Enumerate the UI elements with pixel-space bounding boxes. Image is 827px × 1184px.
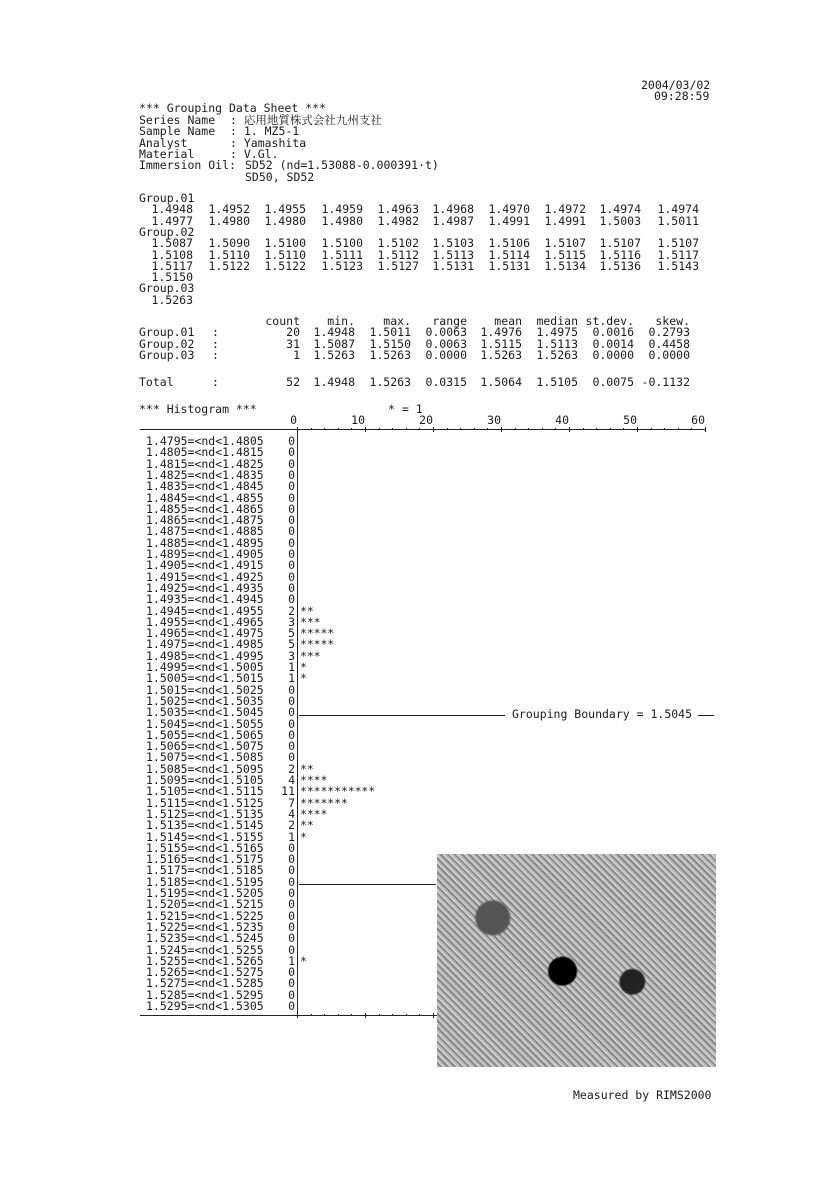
group-value: 1.4980: [321, 213, 363, 228]
histogram-title: *** Histogram ***: [139, 402, 257, 416]
histogram-bin-count: 0: [288, 569, 295, 584]
histogram-bin-label: 1.5195=<nd<1.5205: [146, 886, 264, 900]
report-date: 2004/03/02: [641, 78, 711, 92]
header-label: Sample Name: [139, 124, 216, 139]
stats-row-sep: :: [212, 325, 219, 340]
group-value: 1.5122: [208, 258, 250, 273]
axis-tick: [651, 428, 652, 430]
histogram-bin-count: 3: [288, 648, 295, 663]
histogram-bin-label: 1.5245=<nd<1.5255: [146, 942, 264, 957]
histogram-bin-label: 1.5275=<nd<1.5285: [146, 976, 264, 991]
histogram-bin-label: 1.4855=<nd<1.4865: [146, 501, 264, 516]
axis-tick: [542, 428, 543, 430]
axis-tick: [338, 428, 339, 430]
axis-tick: [419, 1014, 420, 1016]
axis-tick: [664, 428, 665, 430]
histogram-bin-label: 1.5075=<nd<1.5085: [146, 750, 264, 765]
header-value: : V.Gl.: [230, 146, 279, 161]
histogram-footer: Measured by RIMS2000: [573, 1088, 712, 1102]
histogram-bin-label: 1.5035=<nd<1.5045: [146, 705, 264, 720]
histogram-bin-count: 0: [288, 535, 295, 550]
axis-tick: [555, 428, 556, 430]
stats-header: st.dev.: [585, 314, 634, 328]
stats-cell: 1.5087: [313, 336, 355, 351]
stats-cell: 52: [286, 375, 300, 389]
stats-cell: -0.1132: [641, 375, 690, 389]
axis-tick: [487, 428, 488, 430]
axis-tick: [419, 428, 420, 430]
group-value: 1.5090: [208, 236, 250, 251]
histogram-zero-line: [297, 429, 298, 1015]
stats-cell: 1.5263: [536, 347, 578, 362]
group-value: 1.4987: [432, 213, 474, 228]
histogram-bin-label: 1.4945=<nd<1.4955: [146, 603, 264, 618]
header-value: SD52 (nd=1.53088-0.000391·t): [245, 158, 439, 173]
histogram-bin-label: 1.5115=<nd<1.5125: [146, 795, 264, 810]
stats-cell: 1.5263: [313, 347, 355, 362]
axis-tick: [433, 1013, 434, 1018]
histogram-bin-count: 11: [281, 784, 295, 799]
report-time: 09:28:59: [654, 89, 710, 103]
histogram-bin-count: 0: [288, 965, 295, 980]
group-value: 1.5115: [544, 247, 586, 262]
grouping-boundary-label: Grouping Boundary = 1.5045: [512, 706, 693, 721]
group-value: 1.5136: [599, 258, 641, 273]
histogram-bin-count: 0: [288, 501, 295, 516]
stats-cell: 1.5011: [369, 325, 411, 340]
group-value: 1.5003: [599, 213, 641, 228]
histogram-scale-note: * = 1: [388, 402, 423, 416]
histogram-bin-count: 5: [288, 626, 295, 641]
histogram-bin-count: 0: [288, 874, 295, 889]
group-label: Group.02: [139, 224, 195, 239]
histogram-bin-label: 1.5295=<nd<1.5305: [146, 999, 264, 1013]
histogram-bin-label: 1.5215=<nd<1.5225: [146, 908, 264, 923]
stats-cell: 20: [286, 325, 300, 340]
axis-tick-label: 60: [691, 413, 705, 427]
stats-cell: 0.0315: [425, 375, 467, 389]
histogram-bin-count: 0: [288, 490, 295, 505]
histogram-bin-label: 1.4905=<nd<1.4915: [146, 558, 264, 573]
group-value: 1.5112: [377, 247, 419, 262]
group-value: 1.4968: [432, 202, 474, 217]
histogram-bin-label: 1.4935=<nd<1.4945: [146, 592, 264, 607]
stats-cell: 0.4458: [648, 336, 690, 351]
histogram-bar: *****: [300, 637, 335, 652]
histogram-bar: *: [300, 953, 307, 968]
group-value: 1.4959: [321, 202, 363, 217]
group-value: 1.5131: [488, 258, 530, 273]
histogram-bar: **: [300, 761, 314, 776]
histogram-bin-count: 1: [288, 953, 295, 968]
axis-tick: [351, 1014, 352, 1016]
histogram-bin-count: 0: [288, 919, 295, 934]
axis-tick: [406, 1014, 407, 1016]
grouping-boundary-line-tail: [698, 715, 714, 716]
histogram-bin-count: 3: [288, 614, 295, 629]
stats-cell: 1.5113: [536, 336, 578, 351]
axis-tick: [474, 428, 475, 430]
stats-cell: 1.5263: [369, 347, 411, 362]
axis-tick: [297, 427, 298, 432]
axis-tick: [379, 428, 380, 430]
group-value: 1.5263: [151, 292, 193, 307]
histogram-bin-label: 1.5005=<nd<1.5015: [146, 671, 264, 686]
histogram-bin-label: 1.4965=<nd<1.4975: [146, 626, 264, 641]
histogram-bin-count: 4: [288, 773, 295, 787]
histogram-bin-count: 0: [288, 479, 295, 494]
stats-cell: 0.0063: [425, 336, 467, 351]
stats-cell: 1.4948: [313, 375, 355, 389]
axis-tick: [324, 428, 325, 430]
histogram-bin-label: 1.5095=<nd<1.5105: [146, 773, 264, 787]
stats-header: range: [432, 314, 467, 328]
histogram-bin-label: 1.4895=<nd<1.4905: [146, 547, 264, 561]
histogram-bin-count: 0: [288, 580, 295, 595]
histogram-bin-label: 1.4955=<nd<1.4965: [146, 614, 264, 629]
stats-row-sep: :: [212, 375, 219, 389]
histogram-bin-label: 1.5255=<nd<1.5265: [146, 953, 264, 968]
histogram-bin-label: 1.5145=<nd<1.5155: [146, 829, 264, 844]
stats-cell: 0.0000: [425, 347, 467, 362]
histogram-bin-count: 0: [288, 908, 295, 923]
stats-cell: 0.0000: [648, 347, 690, 362]
axis-tick: [515, 428, 516, 430]
group-value: 1.5134: [544, 258, 586, 273]
histogram-bar: ****: [300, 806, 328, 821]
stats-cell: 1.5105: [536, 375, 578, 389]
header-label: Series Name: [139, 113, 216, 127]
histogram-bin-label: 1.5155=<nd<1.5165: [146, 840, 264, 855]
histogram-bin-label: 1.4995=<nd<1.5005: [146, 660, 264, 674]
axis-tick-label: 50: [623, 413, 637, 427]
axis-tick-label: 10: [351, 413, 365, 427]
histogram-bin-count: 0: [288, 513, 295, 528]
histogram-bar: ***: [300, 648, 321, 663]
histogram-bin-label: 1.5085=<nd<1.5095: [146, 761, 264, 776]
histogram-bin-count: 0: [288, 999, 295, 1013]
header-label: Analyst: [139, 135, 188, 150]
group-value: 1.5131: [432, 258, 474, 273]
histogram-bin-count: 0: [288, 750, 295, 765]
header-value: : 応用地質株式会社九州支社: [230, 113, 382, 127]
group-value: 1.5100: [264, 236, 306, 251]
group-value: 1.5011: [657, 213, 699, 228]
stats-cell: 1.5150: [369, 336, 411, 351]
histogram-bin-count: 0: [288, 840, 295, 855]
histogram-bar: **: [300, 818, 314, 833]
histogram-bar: ****: [300, 773, 328, 787]
group-value: 1.4991: [488, 213, 530, 228]
histogram-bar: **: [300, 603, 314, 618]
group-value: 1.5106: [488, 236, 530, 251]
axis-tick: [691, 428, 692, 430]
group-value: 1.5111: [321, 247, 363, 262]
stats-header: max.: [383, 314, 411, 328]
group-value: 1.5100: [321, 236, 363, 251]
histogram-bin-label: 1.4815=<nd<1.4825: [146, 456, 264, 471]
header-label: Immersion Oil:: [139, 158, 236, 173]
stats-row-label: Group.01: [139, 325, 195, 340]
stats-cell: 1.4976: [480, 325, 522, 340]
histogram-bin-count: 5: [288, 637, 295, 652]
stats-cell: 0.0014: [592, 336, 634, 351]
histogram-bin-count: 0: [288, 467, 295, 482]
axis-tick: [392, 428, 393, 430]
stats-header: min.: [327, 314, 355, 328]
group-value: 1.5127: [377, 258, 419, 273]
axis-tick: [379, 1014, 380, 1016]
axis-tick: [623, 428, 624, 430]
histogram-bin-count: 0: [288, 852, 295, 867]
axis-tick: [324, 1014, 325, 1016]
stats-cell: 0.0075: [592, 375, 634, 389]
histogram-bin-label: 1.5205=<nd<1.5215: [146, 897, 264, 912]
histogram-bin-count: 0: [288, 524, 295, 539]
group-value: 1.4980: [208, 213, 250, 228]
axis-tick: [365, 1013, 366, 1018]
histogram-bar: *: [300, 671, 307, 686]
group-value: 1.4980: [264, 213, 306, 228]
group-value: 1.5117: [151, 258, 193, 273]
histogram-bin-count: 0: [288, 931, 295, 946]
axis-tick: [406, 428, 407, 430]
histogram-bin-label: 1.5235=<nd<1.5245: [146, 931, 264, 946]
group-value: 1.4955: [264, 202, 306, 217]
axis-tick: [678, 428, 679, 430]
stats-cell: 1.4948: [313, 325, 355, 340]
histogram-bin-count: 0: [288, 886, 295, 900]
histogram-bin-label: 1.4795=<nd<1.4805: [146, 434, 264, 448]
histogram-bin-label: 1.4825=<nd<1.4835: [146, 467, 264, 482]
axis-tick-label: 20: [419, 413, 433, 427]
stats-cell: 1.5263: [480, 347, 522, 362]
histogram-bin-label: 1.5025=<nd<1.5035: [146, 693, 264, 708]
stats-header: median: [536, 314, 578, 328]
histogram-bin-label: 1.4865=<nd<1.4875: [146, 513, 264, 528]
histogram-bin-count: 0: [288, 445, 295, 460]
stats-cell: 0.0063: [425, 325, 467, 340]
histogram-bin-label: 1.5175=<nd<1.5185: [146, 863, 264, 878]
group-value: 1.4952: [208, 202, 250, 217]
histogram-bin-label: 1.5055=<nd<1.5065: [146, 727, 264, 742]
group-value: 1.4970: [488, 202, 530, 217]
group-value: 1.4974: [599, 202, 641, 217]
group-value: 1.5150: [151, 270, 193, 285]
axis-tick-label: 30: [487, 413, 501, 427]
axis-tick: [705, 427, 706, 432]
histogram-bin-count: 1: [288, 829, 295, 844]
stats-cell: 1.4975: [536, 325, 578, 340]
histogram-bin-label: 1.5285=<nd<1.5295: [146, 987, 264, 1002]
group-value: 1.4974: [657, 202, 699, 217]
histogram-bin-count: 0: [288, 547, 295, 561]
group-value: 1.5107: [544, 236, 586, 251]
axis-tick: [338, 1014, 339, 1016]
axis-tick: [460, 428, 461, 430]
group-value: 1.5108: [151, 247, 193, 262]
stats-cell: 0.2793: [648, 325, 690, 340]
histogram-bin-label: 1.5045=<nd<1.5055: [146, 716, 264, 731]
header-value: : 1. MZ5-1: [230, 124, 300, 139]
histogram-bin-label: 1.5185=<nd<1.5195: [146, 874, 264, 889]
axis-tick: [610, 428, 611, 430]
group-value: 1.5143: [657, 258, 699, 273]
histogram-bin-label: 1.5165=<nd<1.5175: [146, 852, 264, 867]
stats-cell: 1.5263: [369, 375, 411, 389]
axis-tick: [392, 1014, 393, 1016]
histogram-bin-count: 0: [288, 976, 295, 991]
stats-row-label: Group.02: [139, 336, 195, 351]
group-value: 1.5087: [151, 236, 193, 251]
group-label: Group.01: [139, 191, 195, 205]
group-value: 1.5102: [377, 236, 419, 251]
group-value: 1.5117: [657, 247, 699, 262]
stats-cell: 1.5064: [480, 375, 522, 389]
histogram-bin-count: 0: [288, 434, 295, 448]
stats-header: skew.: [655, 314, 690, 328]
histogram-bin-count: 2: [288, 603, 295, 618]
group-value: 1.5103: [432, 236, 474, 251]
group-value: 1.4991: [544, 213, 586, 228]
histogram-bin-count: 2: [288, 761, 295, 776]
histogram-bin-count: 0: [288, 727, 295, 742]
axis-tick: [583, 428, 584, 430]
histogram-bin-count: 1: [288, 660, 295, 674]
axis-tick: [365, 427, 366, 432]
group-value: 1.4948: [151, 202, 193, 217]
stats-row-sep: :: [212, 336, 219, 351]
header-value: SD50, SD52: [245, 169, 315, 184]
group-value: 1.5114: [488, 247, 530, 262]
group-value: 1.5107: [599, 236, 641, 251]
grouping-boundary-line: [299, 715, 505, 716]
histogram-bin-label: 1.4875=<nd<1.4885: [146, 524, 264, 539]
histogram-bin-count: 4: [288, 806, 295, 821]
histogram-bin-label: 1.5135=<nd<1.5145: [146, 818, 264, 833]
stats-row-label: Total: [139, 375, 174, 389]
group-value: 1.4963: [377, 202, 419, 217]
histogram-bin-label: 1.5125=<nd<1.5135: [146, 806, 264, 821]
histogram-bin-count: 0: [288, 592, 295, 607]
axis-tick: [447, 428, 448, 430]
group-value: 1.4982: [377, 213, 419, 228]
histogram-bin-count: 0: [288, 558, 295, 573]
group-label: Group.03: [139, 281, 195, 296]
group-value: 1.5123: [321, 258, 363, 273]
group-value: 1.5110: [208, 247, 250, 262]
axis-tick: [501, 427, 502, 432]
histogram-bin-count: 0: [288, 863, 295, 878]
group-value: 1.4977: [151, 213, 193, 228]
grouping-boundary-line: [299, 884, 436, 885]
microscope-photo: [437, 854, 716, 1067]
group-value: 1.4972: [544, 202, 586, 217]
group-value: 1.5122: [264, 258, 306, 273]
histogram-bin-count: 0: [288, 987, 295, 1002]
histogram-bin-count: 0: [288, 705, 295, 720]
histogram-bar: *: [300, 829, 307, 844]
stats-cell: 0.0000: [592, 347, 634, 362]
stats-row-label: Group.03: [139, 347, 195, 362]
histogram-bin-label: 1.4835=<nd<1.4845: [146, 479, 264, 494]
histogram-bin-label: 1.4925=<nd<1.4935: [146, 580, 264, 595]
stats-cell: 0.0016: [592, 325, 634, 340]
histogram-bin-label: 1.4845=<nd<1.4855: [146, 490, 264, 505]
stats-row-sep: :: [212, 347, 219, 362]
axis-tick: [433, 427, 434, 432]
axis-tick-label: 0: [290, 413, 297, 427]
stats-cell: 1.5115: [480, 336, 522, 351]
group-value: 1.5110: [264, 247, 306, 262]
axis-tick: [311, 428, 312, 430]
axis-tick: [311, 1014, 312, 1016]
histogram-bin-count: 0: [288, 682, 295, 697]
histogram-bin-count: 0: [288, 693, 295, 708]
axis-tick: [637, 427, 638, 432]
histogram-bin-count: 7: [288, 795, 295, 810]
histogram-bin-label: 1.4885=<nd<1.4895: [146, 535, 264, 550]
histogram-bar: *****: [300, 626, 335, 641]
group-value: 1.5113: [432, 247, 474, 262]
histogram-bar: *******: [300, 795, 348, 810]
axis-tick: [528, 428, 529, 430]
histogram-bin-label: 1.4985=<nd<1.4995: [146, 648, 264, 663]
axis-tick: [569, 427, 570, 432]
header-label: Material: [139, 146, 195, 161]
stats-cell: 31: [286, 336, 300, 351]
histogram-bin-count: 0: [288, 456, 295, 471]
sheet-title: *** Grouping Data Sheet ***: [139, 101, 326, 115]
axis-tick: [351, 428, 352, 430]
stats-cell: 1: [293, 347, 300, 362]
histogram-bin-label: 1.4915=<nd<1.4925: [146, 569, 264, 584]
histogram-bar: ***********: [300, 784, 376, 799]
axis-tick: [596, 428, 597, 430]
histogram-bin-label: 1.5265=<nd<1.5275: [146, 965, 264, 980]
histogram-bin-label: 1.4805=<nd<1.4815: [146, 445, 264, 460]
axis-tick: [297, 1013, 298, 1018]
histogram-bin-count: 1: [288, 671, 295, 686]
stats-header: count: [265, 314, 300, 328]
histogram-bar: *: [300, 660, 307, 674]
group-value: 1.5107: [657, 236, 699, 251]
histogram-bin-count: 0: [288, 716, 295, 731]
histogram-bin-count: 0: [288, 942, 295, 957]
histogram-bin-label: 1.5105=<nd<1.5115: [146, 784, 264, 799]
group-value: 1.5116: [599, 247, 641, 262]
histogram-bin-count: 0: [288, 739, 295, 754]
header-value: : Yamashita: [230, 135, 307, 150]
stats-header: mean: [494, 314, 522, 328]
histogram-bin-label: 1.4975=<nd<1.4985: [146, 637, 264, 652]
histogram-bin-count: 2: [288, 818, 295, 833]
histogram-top-axis: [140, 429, 705, 430]
axis-tick-label: 40: [555, 413, 569, 427]
histogram-bin-label: 1.5225=<nd<1.5235: [146, 919, 264, 934]
histogram-bin-count: 0: [288, 897, 295, 912]
histogram-bin-label: 1.5015=<nd<1.5025: [146, 682, 264, 697]
histogram-bin-label: 1.5065=<nd<1.5075: [146, 739, 264, 754]
histogram-bar: ***: [300, 614, 321, 629]
